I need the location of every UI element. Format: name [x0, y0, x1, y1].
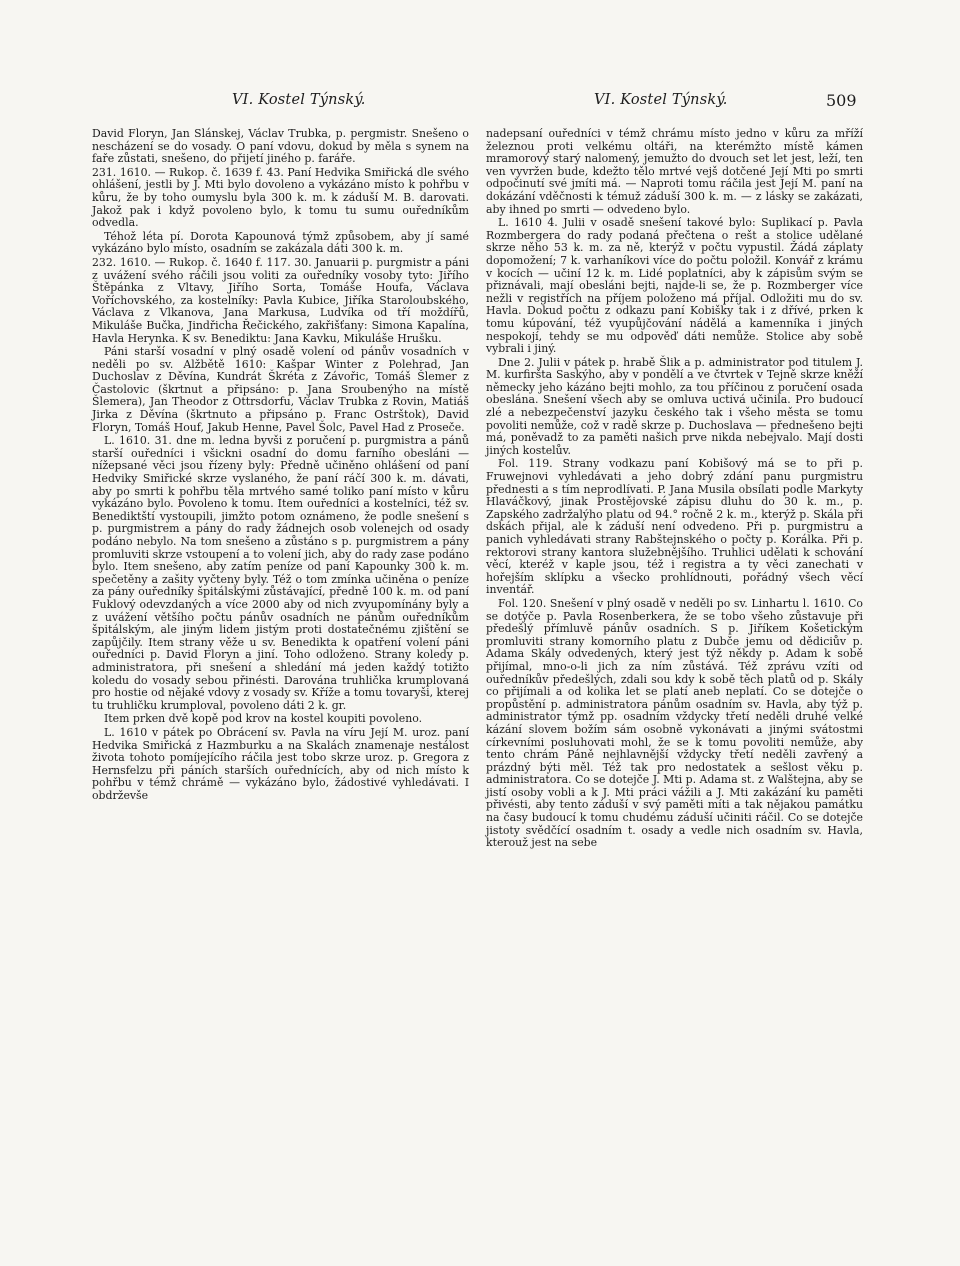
- paragraph: Item prken dvě kopě pod krov na kostel koupiti povoleno.: [104, 712, 423, 726]
- paragraph: Fol. 119. Strany vodkazu paní Kobišový má se to při p. Fruwejnovi vyhledávati a jeho dobrý zdání panu purgmistru přednesti a s tím neprodlívati. P. Jana Musila obsílati podle Markyty Hlaváčkový, jinak Prostějovské zápisu dluhu do 30 k. m., p. Zapského zadržalýho platu od 94.° ročně 2 k. m., kterýž p. Skála při dskách přijal, ale k záduší není odvedeno. Při p. purgmistru a panich vyhledávati strany Rabštejnského o počty p. Korálka. Při p. rektorovi strany kantora služebnějšího. Truhlici udělati k schování věcí, kteréž v kaple jsou, též i registra a ty věci zanechati v hořejším sklípku a všecko prohlídnouti, pořádný všech věcí inventář.: [486, 457, 863, 597]
- paragraph: Dne 2. Julii v pátek p. hrabě Šlik a p. administrator pod titulem J. M. kurfiršta Saskýho, aby v pondělí a ve čtvrtek v Tejně skrze kněží německy jeho kázáno bejti mohlo, za tou příčinou z poručení osada obeslána. Snešení všech aby se omluva uctivá učinila. Pro budoucí zlé a nebezpečenství jazyku českého tak i všeho města se tomu povoliti nemůže, což v radě skrze p. Duchoslava — přednešeno bejti má, poněvadž to za paměti našich prve nikda nebejvalo. Mají dosti jiných kostelův.: [486, 355, 863, 457]
- paragraph: Fol. 120. Snešení v plný osadě v neděli po sv. Linhartu l. 1610. Co se dotýče p. Pavla Rosenberkera, že se tobo všeho zůstavuje při předešlý přímluvě pánův osadních. S p. Jiříkem Košetickým promluviti strany komorního platu z Dubče jemu od dědiciův p. Adama Skály odvedených, který jest týž někdy p. Adam k sobě přijímal, mno-o-li jich za ním zůstává. Též zprávu vzíti od ouředníkův předešlých, zdali sou kdy k sobě těch platů od p. Skály co přijímali a od kolika let se platí aneb neplatí. Co se dotejče o propůstění p. administratora pánům osadním sv. Havla, aby týž p. administrator týmž pp. osadním vždycky třetí neděli druhé velké kázání slovem božím sám osobně vykonávati a jinými svátostmi církevními posluhovati mohl, že se k tomu povoliti nemůže, aby tento chrám Páně nejhlavnější vždycky třetí neděli zavřený a prázdný býti měl. Též tak pro nedostatek a sešlost věku p. administratora. Co se dotejče J. Mti p. Adama st. z Walštejna, aby se jistí osoby vobli a k J. Mti práci vážili a J. Mti zakázání ku paměti přivésti, aby tento záduší v svý paměti míti a tak nějakou památku na časy budoucí k tomu chudému záduší učiniti ráčil. Co se dotejče jistoty svědčící osadním t. osady a vedle nich osadním sv. Havla, kterouž jest na sebe: [486, 596, 863, 850]
- running-head-left: VI. Kostel Týnský.: [232, 92, 366, 108]
- paragraph: Téhož léta pí. Dorota Kapounová týmž způsobem, aby jí samé vykázáno bylo místo, osadním se zakázala dáti 300 k. m.: [92, 229, 469, 256]
- paragraph: 231. 1610. — Rukop. č. 1639 f. 43. Paní Hedvika Smiřická dle svého ohlášení, jestli by J. Mti bylo dovoleno a vykázáno místo k pohřbu v kůru, že by toho oumyslu byla 300 k. m. k záduší M. B. darovati. Jakož pak i když povoleno bylo, k tomu tu sumu ouředníkům odvedla.: [92, 165, 469, 230]
- right-column: [486, 128, 863, 851]
- page-number: 509: [826, 91, 857, 110]
- paragraph: L. 1610. 31. dne m. ledna byvši z poručení p. purgmistra a pánů starší ouředníci i všickni osadní do domu farního obesláni — nížepsané věci jsou řízeny byly: Předně učiněno ohlášení od paní Hedviky Smiřické skrze vyslaného, že paní ráčí 300 k. m. dávati, aby po smrti k pohřbu těla mrtvého samé toliko paní místo v kůru vykázáno bylo. Povoleno k tomu. Item ouředníci a kostelníci, též sv. Benediktští vystoupili, jimžto potom oznámeno, že podle snešení s p. purgmistrem a pány do rady žádnejch osob volenejch od osady podáno nebylo. Na tom snešeno a zůstáno s p. purgmistrem a pány promluviti skrze vstoupení a to volení jich, aby do rady zase podáno bylo. Item snešeno, aby zatím peníze od paní Kapounky 300 k. m. spečetěny a zašity vyčteny byly. Též o tom zmínka učiněna o peníze za pány ouředníky špitálskými zůstávající, předně 100 k. m. od paní Fuklový odevzdaných a více 2000 aby od nich zvyupomínány byly a z uvážení většího počtu pánův osadních ne pánům ouředníkům špitálským, ale jiným lidem jistým proti dostatečnému zjištění se zapůjčily. Item strany věže u sv. Benedikta k opatření volení páni ouředníci p. David Floryn a jiní. Toho odloženo. Strany koledy p. administratora, při snešení a shledání má jeden každý totižto koledu do vosady sebou přinésti. Darována truhlička krumplovaná pro hostie od nějaké vdovy z vosady sv. Kříže a tomu tovaryši, kterej tu truhličku krumploval, povoleno dáti 2 k. gr.: [92, 434, 469, 712]
- paragraph: Páni starší vosadní v plný osadě volení od pánův vosadních v neděli po sv. Alžbětě 1610: Kašpar Winter z Polehrad, Jan Duchoslav z Děvína, Kundrát Škréta z Závořic, Tomáš Šlemer z Častolovic (škrtnut a připsáno: p. Jana Sroubenýho na místě Šlemera), Jan Theodor z Ottrsdorfu, Václav Trubka z Rovin, Matiáš Jirka z Děvína (škrtnuto a připsáno p. Franc Ostrštok), David Floryn, Tomáš Houf, Jakub Henne, Pavel Šolc, Pavel Had z Proseče.: [92, 345, 469, 434]
- paragraph: L. 1610 v pátek po Obrácení sv. Pavla na víru Její M. uroz. paní Hedvika Smiřická z Hazmburku a na Skalách znamenaje nestálost života tohoto pomíjejícího ráčila jest tobo skrze uroz. p. Gregora z Hernsfelzu při páních starších ouřednících, aby od nich místo k pohřbu v témž chrámě — vykázáno bylo, žádostivé vyhledávati. I obdrževše: [92, 725, 469, 802]
- paragraph: 232. 1610. — Rukop. č. 1640 f. 117. 30. Januarii p. purgmistr a páni z uvážení svého ráčili jsou voliti za ouředníky vosoby tyto: Jiřího Štěpánka z Vltavy, Jiřího Sorta, Tomáše Houfa, Václava Voříchovského, za kostelníky: Pavla Kubice, Jiříka Staroloubského, Václava z Vlkanova, Jana Markusa, Ludvíka od tří moždířů, Mikuláše Bučka, Jindřicha Řečického, zakřišťany: Simona Kapalína, Havla Herynka. K sv. Benediktu: Jana Kavku, Mikuláše Hrušku.: [92, 255, 469, 345]
- left-column: [92, 128, 469, 803]
- paragraph: L. 1610 4. Julii v osadě snešení takové bylo: Suplikací p. Pavla Rozmbergera do rady podaná přečtena o rešt a stolice udělané skrze něho 53 k. m. za ně, kterýž v počtu vypustil. Žádá záplaty dopomožení; 7 k. varhaníkovi více do počtu položil. Konvář z krámu v kocích — učiní 12 k. m. Lidé poplatníci, aby k zápisům svým se přiznávali, mají obesláni bejti, najde-li se, že p. Rozmberger více nežli v registřích na příjem položeno má příjal. Odložiti mu do sv. Havla. Dokud počtu z odkazu paní Kobišky tak i z dřívé, prken k tomu kúpování, též vyupůjčování nádělá a kamenníka i jiných nespokojí, tehdy se mu odpověď dáti nemůže. Stolice aby sobě vybrali i jiný.: [486, 216, 863, 356]
- paragraph: David Floryn, Jan Slánskej, Václav Trubka, p. pergmistr. Snešeno o nescházení se do vosady. O paní vdovu, dokud by měla s synem na faře zůstati, snešeno, do přijetí jiného p. faráře.: [92, 127, 469, 166]
- paragraph: nadepsaní ouředníci v témž chrámu místo jedno v kůru za mříží železnou proti velkému oltáři, na kterémžto místě kámen mramorový starý nalomený, jemužto do dvouch set let jest, leží, ten ven vyvržen bude, kdežto tělo mrtvé vejš dotčené Její Mti po smrti odpočinutí své jmíti má. — Naproti tomu ráčila jest Její M. paní na dokázání vděčnosti k témuž záduší 300 k. m. — z lásky se zakázati, aby ihned po smrti — odvedeno bylo.: [486, 127, 863, 216]
- running-head-right: VI. Kostel Týnský.: [594, 92, 728, 108]
